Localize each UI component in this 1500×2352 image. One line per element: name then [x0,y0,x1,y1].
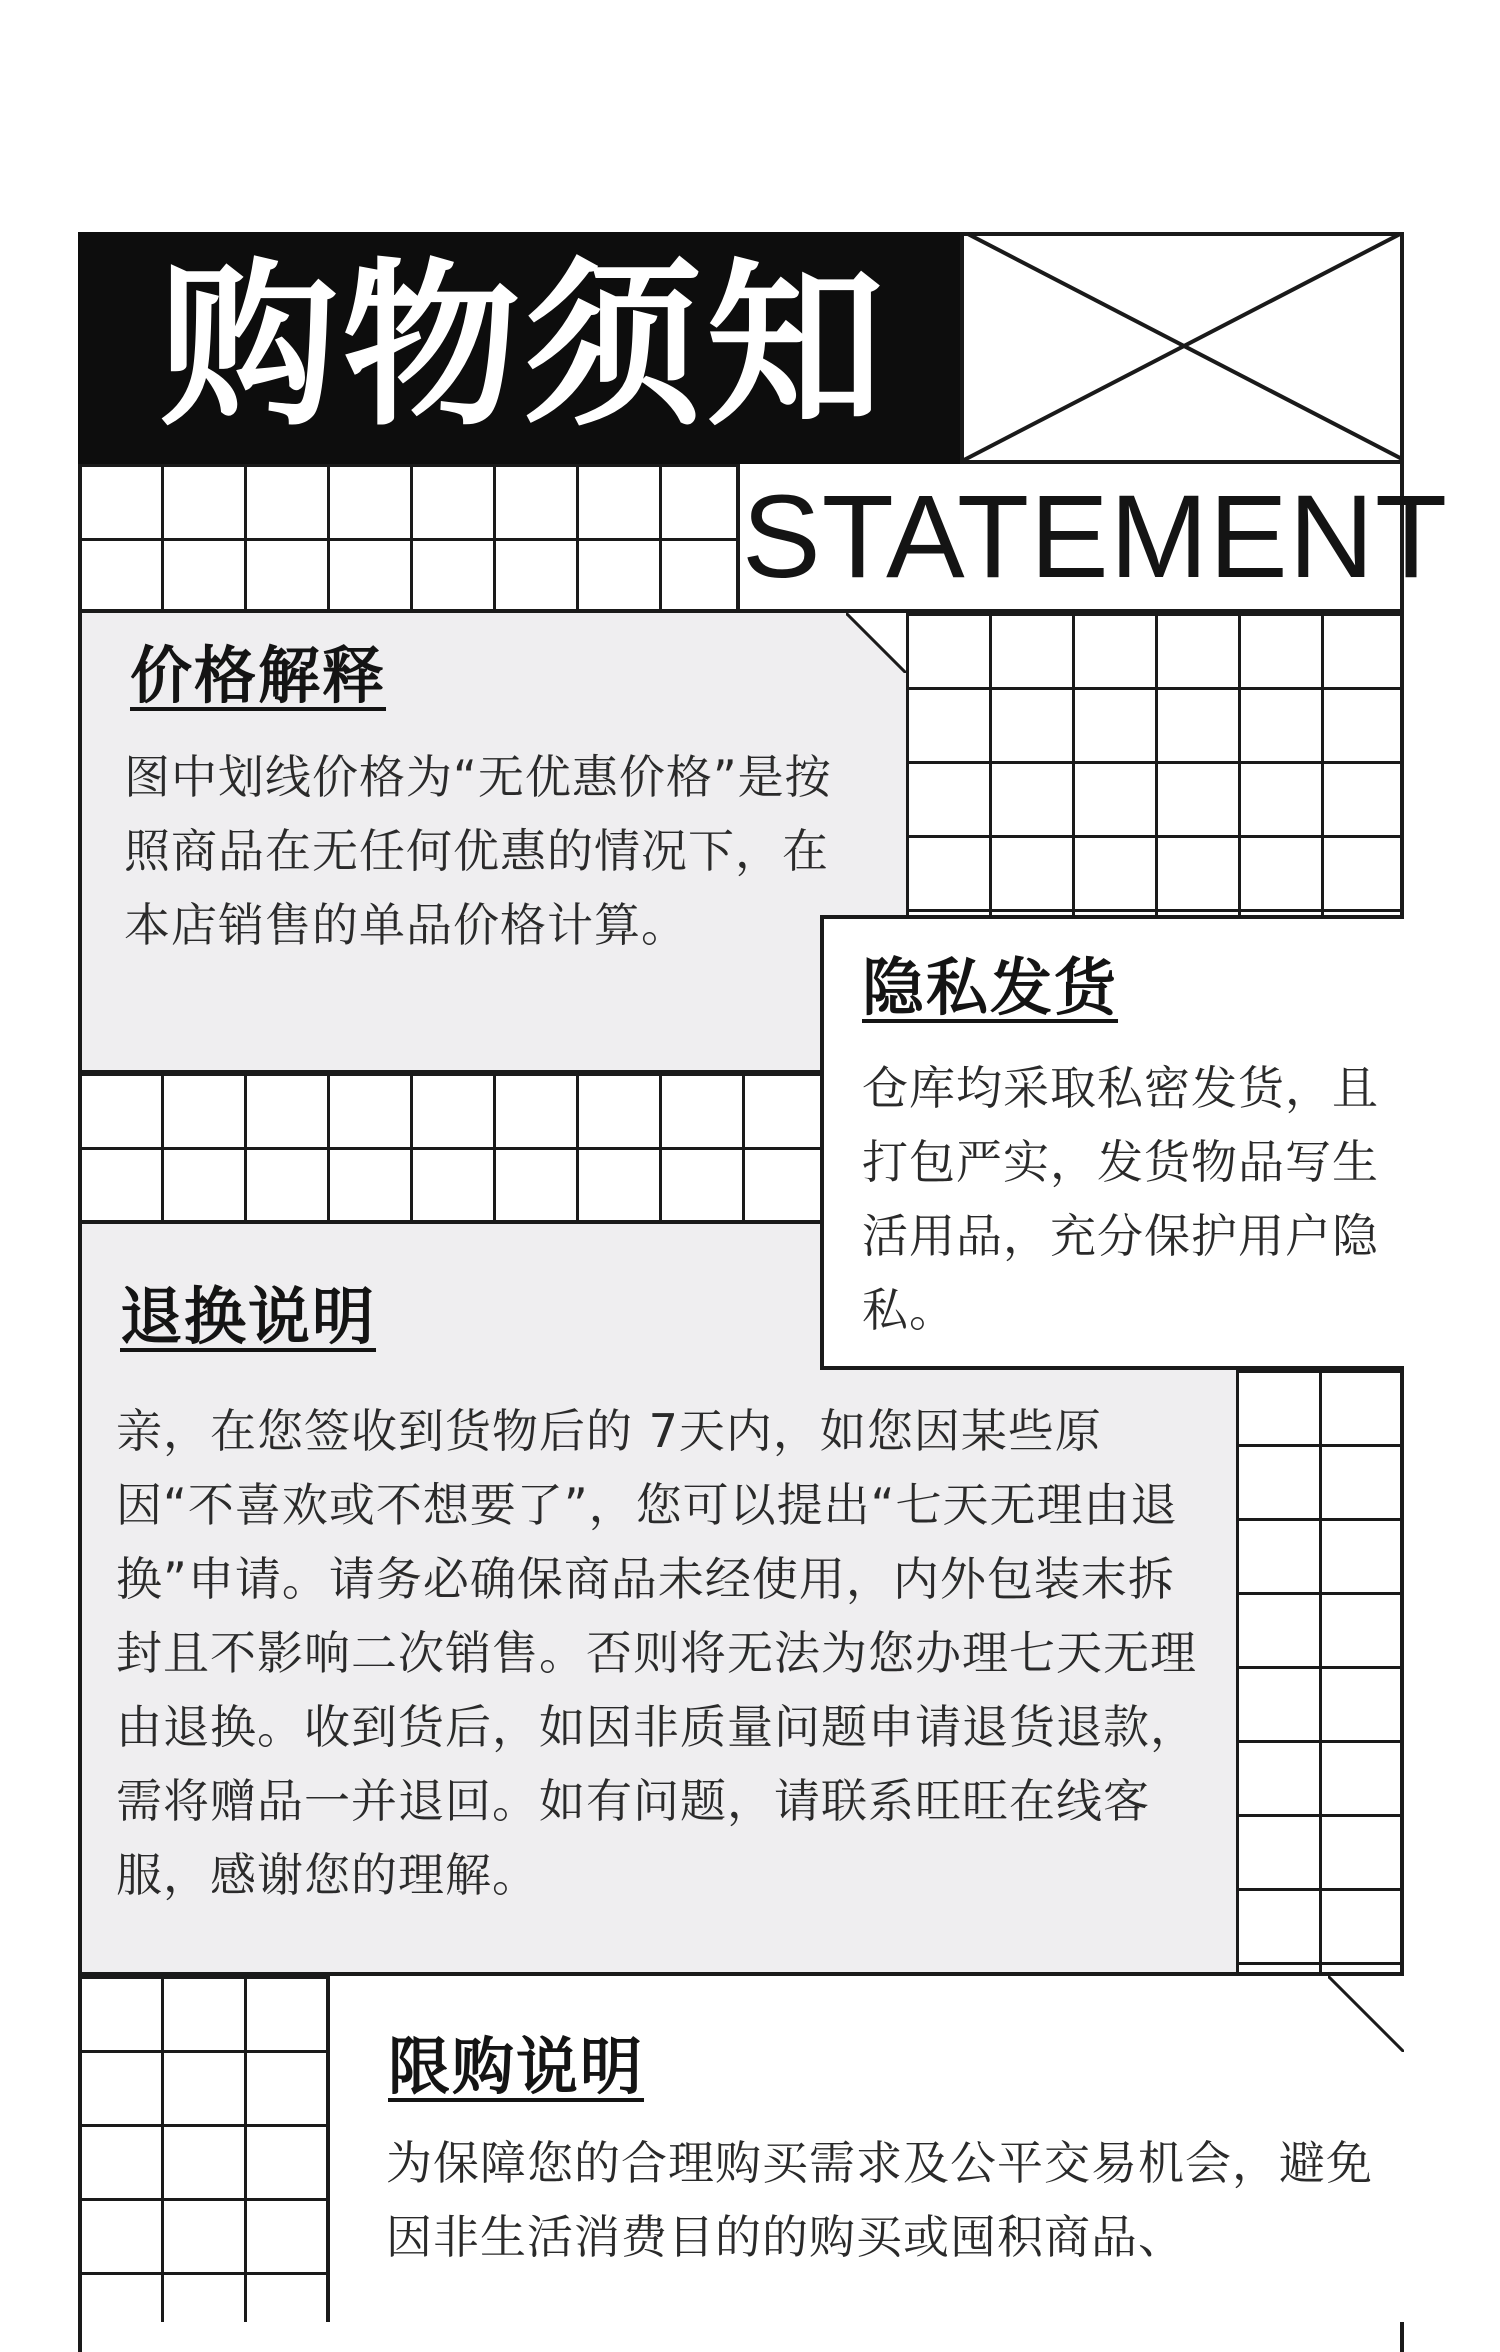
privacy-panel [820,915,1404,1370]
privacy-heading: 隐私发货 [862,951,1119,1024]
title-banner [78,232,960,464]
grid-pattern [78,464,738,612]
corner-fold [846,613,906,673]
grid-pattern [1236,1370,1404,1974]
statement-label: STATEMENT [742,471,1449,603]
grid-pattern [78,1976,328,2322]
corner-fold [1328,1976,1404,2052]
page-title: 购物须知 [160,243,888,450]
limit-heading: 限购说明 [388,2030,645,2103]
price-panel [82,613,906,1073]
grid-pattern [78,1073,824,1223]
limit-panel [330,1976,1404,2322]
divider [78,1070,824,1074]
price-body: 图中划线价格为“无优惠价格”是按照商品在无任何优惠的情况下，在本店销售的单品价格计算。 [124,750,832,952]
price-heading: 价格解释 [130,639,387,712]
returns-heading: 退换说明 [120,1280,377,1353]
image-placeholder-icon [964,232,1404,460]
divider [736,464,740,612]
grid-pattern [906,613,1404,915]
limit-body: 为保障您的合理购买需求及公平交易机会，避免因非生活消费目的的购买或囤积商品、 [386,2136,1373,2264]
placeholder-box [960,232,1404,464]
privacy-body: 仓库均采取私密发货，且打包严实，发货物品写生活用品，充分保护用户隐私。 [862,1061,1379,1337]
returns-body: 亲，在您签收到货物后的 7天内，如您因某些原因“不喜欢或不想要了”，您可以提出“七天无理由退换”申请。请务必确保商品未经使用，内外包装末拆封且不影响二次销售。否则将无法为您办理七天无理由退换。收到货后，如因非质量问题申请退货退款，需将赠品一并退回。如有问题，请联系旺旺在线客服，感谢您的理解。 [116,1404,1197,1902]
